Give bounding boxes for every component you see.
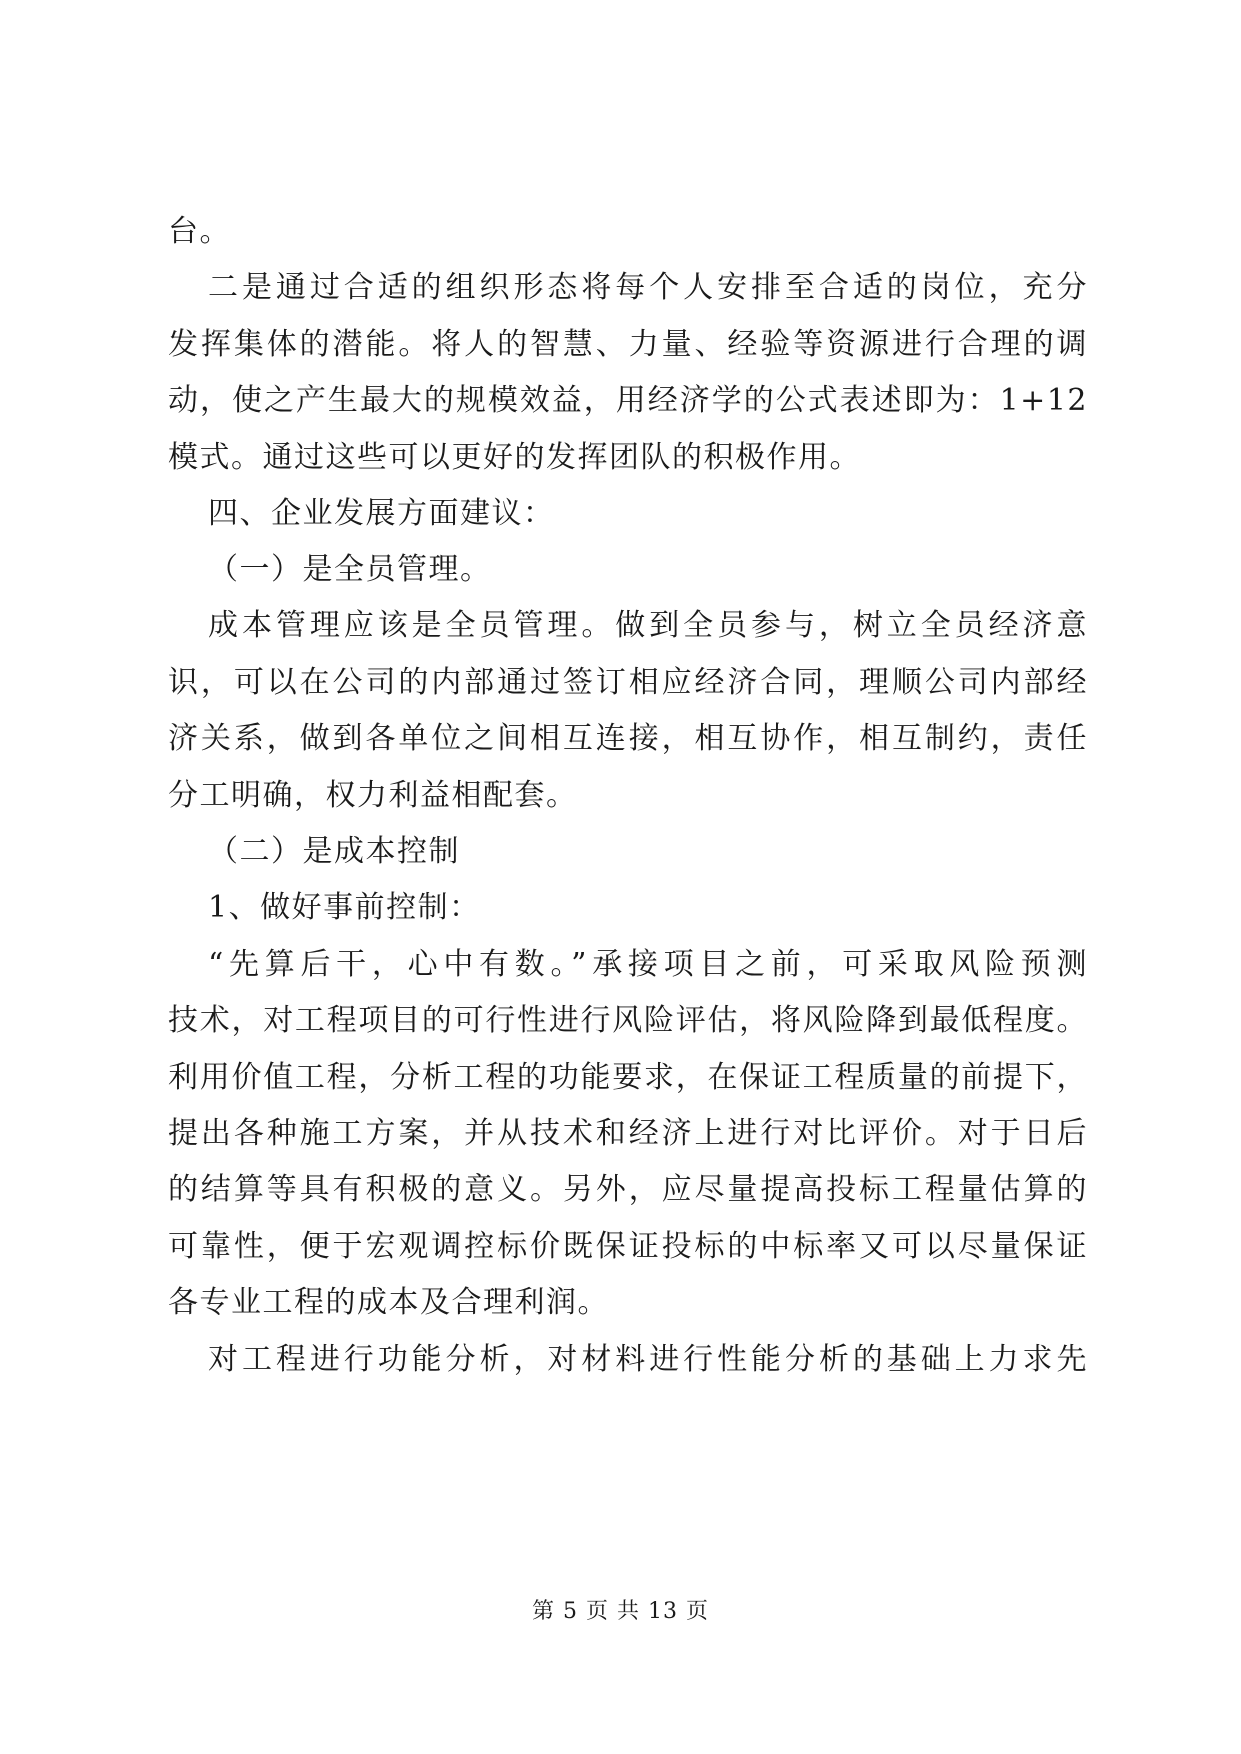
- paragraph-line-21: 对工程进行功能分析，对材料进行性能分析的基础上力求先: [208, 1342, 1088, 1377]
- paragraph-line-19: 可靠性，便于宏观调控标价既保证投标的中标率又可以尽量保证: [168, 1229, 1088, 1264]
- paragraph-line-8: 成本管理应该是全员管理。做到全员参与，树立全员经济意: [208, 608, 1088, 643]
- page-number-footer: 第 5 页 共 13 页: [532, 1599, 709, 1624]
- paragraph-line-20: 各专业工程的成本及合理利润。: [168, 1285, 609, 1320]
- subheading-2: （二）是成本控制: [208, 834, 460, 869]
- paragraph-line-5: 模式。通过这些可以更好的发挥团队的积极作用。: [168, 440, 861, 475]
- subheading-1: （一）是全员管理。: [208, 552, 492, 587]
- paragraph-line-16: 利用价值工程，分析工程的功能要求，在保证工程质量的前提下，: [168, 1060, 1088, 1095]
- paragraph-line-3: 发挥集体的潜能。将人的智慧、力量、经验等资源进行合理的调: [168, 327, 1088, 362]
- paragraph-line-2: 二是通过合适的组织形态将每个人安排至合适的岗位，充分: [208, 270, 1088, 305]
- paragraph-line-4: 动，使之产生最大的规模效益，用经济学的公式表述即为：1+12: [168, 383, 1088, 418]
- paragraph-line-11: 分工明确，权力利益相配套。: [168, 778, 578, 813]
- paragraph-line-9: 识，可以在公司的内部通过签订相应经济合同，理顺公司内部经: [168, 665, 1088, 700]
- paragraph-line-10: 济关系，做到各单位之间相互连接，相互协作，相互制约，责任: [168, 721, 1088, 756]
- paragraph-line-17: 提出各种施工方案，并从技术和经济上进行对比评价。对于日后: [168, 1116, 1088, 1151]
- subheading-2-1: 1、做好事前控制：: [208, 890, 481, 925]
- text-line-1: 台。: [168, 214, 231, 249]
- section-heading-4: 四、企业发展方面建议：: [208, 496, 555, 531]
- paragraph-line-18: 的结算等具有积极的意义。另外，应尽量提高投标工程量估算的: [168, 1172, 1088, 1207]
- paragraph-line-14: “先算后干，心中有数。”承接项目之前，可采取风险预测: [208, 947, 1088, 982]
- paragraph-line-15: 技术，对工程项目的可行性进行风险评估，将风险降到最低程度。: [168, 1003, 1088, 1038]
